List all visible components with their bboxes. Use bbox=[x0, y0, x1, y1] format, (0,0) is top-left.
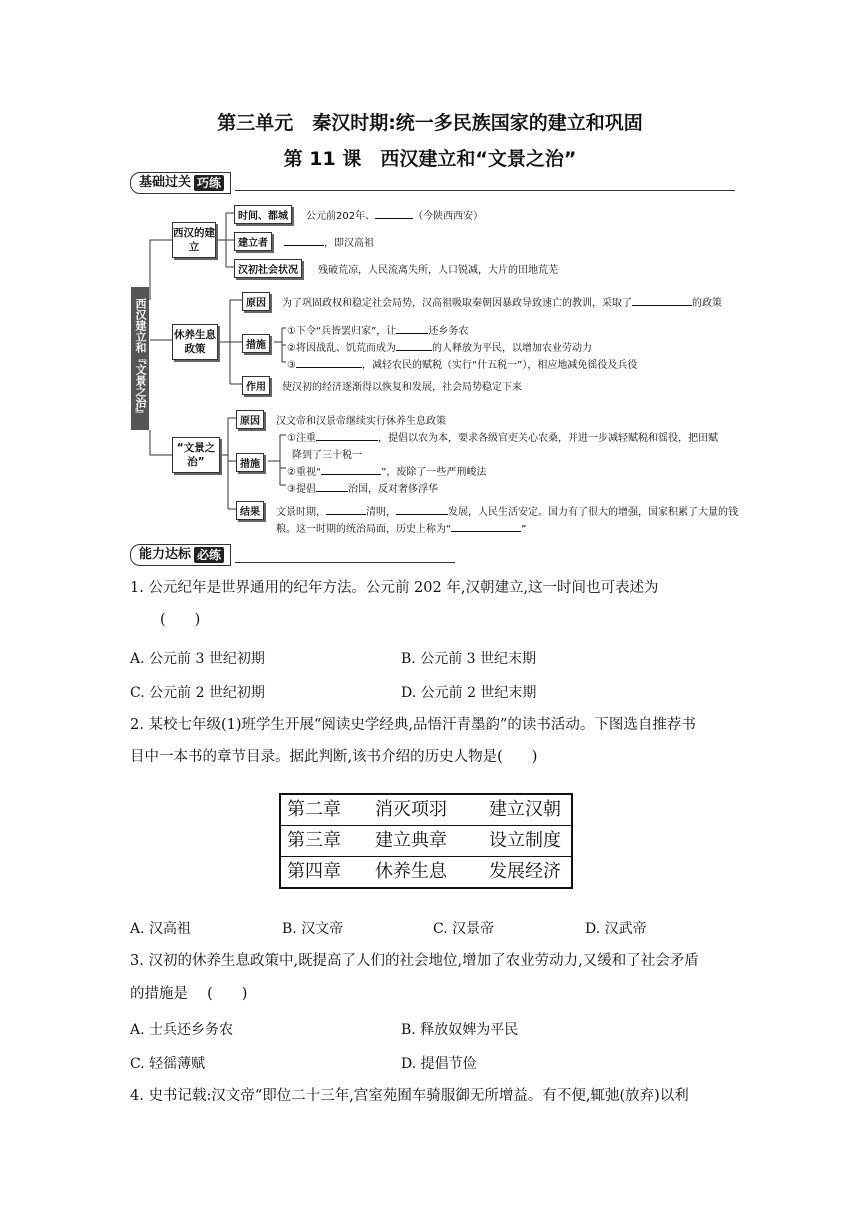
label-measures-1: 措施 bbox=[242, 334, 270, 353]
unit-title: 第三单元 秦汉时期:统一多民族国家的建立和巩固 bbox=[217, 112, 643, 134]
section-ability-tab bbox=[130, 544, 231, 566]
branch-wen-jing-rule: “文景之治” bbox=[172, 437, 220, 473]
text-measure-1-1: ①下令“兵皆罢归家”，让 还乡务农 bbox=[287, 322, 468, 337]
text-result-2: 粮。这一时期的统治局面，历史上称为“ ” bbox=[276, 520, 526, 535]
q3-option-d[interactable]: D. 提倡节俭 bbox=[401, 1056, 477, 1072]
blank-soldiers[interactable] bbox=[396, 323, 428, 334]
q2-option-c[interactable]: C. 汉景帝 bbox=[433, 921, 495, 937]
label-reason-2: 原因 bbox=[236, 410, 264, 429]
label-reason-1: 原因 bbox=[242, 292, 270, 311]
question-1-paren: ( ) bbox=[160, 612, 201, 628]
text-early-society: 残破荒凉，人民流离失所，人口锐减，大片的田地荒芜 bbox=[318, 265, 558, 276]
text-result-1: 文景时期， 清明， 发展，人民生活安定。国力有了很大的增强，国家积累了大量的钱 bbox=[276, 503, 738, 518]
text-measure-2-3: ③提倡 治国，反对奢侈浮华 bbox=[287, 480, 438, 495]
branch-recuperation-policy: 休养生息政策 bbox=[172, 324, 218, 360]
text-measure-2-1b: 降到了三十税一 bbox=[292, 450, 362, 461]
text-measure-2-1: ①注重 ，提倡以农为本，要求各级官吏关心农桑，并进一步减轻赋税和徭役，把田赋 bbox=[287, 429, 718, 444]
chapter-row: 第二章 消灭项羽 建立汉朝 bbox=[281, 795, 571, 826]
label-measures-2: 措施 bbox=[236, 453, 264, 472]
blank-agriculture[interactable] bbox=[316, 430, 378, 441]
lesson-title: 第 11 课 西汉建立和“文景之治” bbox=[283, 148, 577, 170]
blank-capital[interactable] bbox=[375, 208, 413, 219]
blank-policy[interactable] bbox=[632, 295, 692, 306]
question-2-stem-line2: 目中一本书的章节目录。据此判断,该书介绍的历史人物是( ) bbox=[130, 749, 538, 765]
q3-option-c[interactable]: C. 轻徭薄赋 bbox=[130, 1056, 206, 1072]
q3-option-b[interactable]: B. 释放奴婢为平民 bbox=[401, 1022, 519, 1038]
blank-founder[interactable] bbox=[284, 235, 324, 246]
chapter-row: 第三章 建立典章 设立制度 bbox=[281, 826, 571, 857]
section-ability-rule bbox=[235, 562, 455, 563]
label-effect: 作用 bbox=[242, 376, 270, 395]
question-3-stem-line2: 的措施是 ( ) bbox=[130, 986, 248, 1002]
text-measure-1-3: ③ ，减轻农民的赋税（实行“什五税一”），相应地减免徭役及兵役 bbox=[287, 356, 637, 371]
text-reason-1: 为了巩固政权和稳定社会局势，汉高祖吸取秦朝因暴政导致速亡的教训，采取了 的政策 bbox=[282, 294, 722, 309]
question-2-stem-line1: 2. 某校七年级(1)班学生开展“阅读史学经典,品悟汗青墨韵”的读书活动。下图选自推荐书 bbox=[130, 717, 696, 733]
section-ability-badge: 必练 bbox=[194, 547, 224, 563]
text-reason-2: 汉文帝和汉景帝继续实行休养生息政策 bbox=[276, 416, 446, 427]
label-founder: 建立者 bbox=[234, 232, 272, 251]
q2-option-d[interactable]: D. 汉武帝 bbox=[585, 921, 647, 937]
text-effect: 使汉初的经济逐渐得以恢复和发展，社会局势稳定下来 bbox=[282, 382, 522, 393]
text-measure-2-2: ②重视“ ”，废除了一些严刑峻法 bbox=[287, 463, 486, 478]
q1-option-a[interactable]: A. 公元前 3 世纪初期 bbox=[130, 651, 265, 667]
blank-frugality[interactable] bbox=[316, 481, 348, 492]
label-time-capital: 时间、都城 bbox=[234, 205, 292, 224]
label-early-society: 汉初社会状况 bbox=[234, 259, 302, 278]
mindmap-root: 西汉建立和『文景之治』 bbox=[131, 287, 149, 430]
branch-western-han-founding: 西汉的建立 bbox=[172, 222, 216, 258]
blank-era-name[interactable] bbox=[451, 521, 521, 532]
blank-politics[interactable] bbox=[326, 504, 366, 515]
text-time-capital: 公元前202年、 （今陕西西安） bbox=[306, 207, 483, 222]
blank-light-tax[interactable] bbox=[296, 357, 362, 368]
section-ability-label: 能力达标 bbox=[139, 547, 192, 562]
section-basic-badge: 巧练 bbox=[194, 175, 224, 191]
q2-option-a[interactable]: A. 汉高祖 bbox=[130, 921, 192, 937]
question-3-stem-line1: 3. 汉初的休养生息政策中,既提高了人们的社会地位,增加了农业劳动力,又缓和了社会矛盾 bbox=[130, 953, 699, 969]
chapter-table bbox=[279, 793, 573, 889]
text-measure-1-2: ②将因战乱、饥荒而成为 的人释放为平民，以增加农业劳动力 bbox=[287, 339, 592, 354]
label-result: 结果 bbox=[236, 501, 264, 520]
q2-option-b[interactable]: B. 汉文帝 bbox=[282, 921, 344, 937]
q1-option-c[interactable]: C. 公元前 2 世纪初期 bbox=[130, 685, 265, 701]
q1-option-d[interactable]: D. 公元前 2 世纪末期 bbox=[401, 685, 537, 701]
section-basic-label: 基础过关 bbox=[139, 175, 192, 190]
blank-economy[interactable] bbox=[396, 504, 448, 515]
q3-option-a[interactable]: A. 士兵还乡务农 bbox=[130, 1022, 234, 1038]
question-4-stem-line1: 4. 史书记载:汉文帝“即位二十三年,宫室苑囿车骑服御无所增益。有不便,辄弛(放弃)以利 bbox=[130, 1088, 689, 1104]
blank-rule-of-virtue[interactable] bbox=[321, 464, 381, 475]
text-founder: ，即汉高祖 bbox=[284, 234, 374, 249]
blank-slaves[interactable] bbox=[396, 340, 432, 351]
question-1-stem: 1. 公元纪年是世界通用的纪年方法。公元前 202 年,汉朝建立,这一时间也可表述为 bbox=[130, 580, 659, 596]
chapter-row: 第四章 休养生息 发展经济 bbox=[287, 861, 561, 882]
q1-option-b[interactable]: B. 公元前 3 世纪末期 bbox=[401, 651, 536, 667]
